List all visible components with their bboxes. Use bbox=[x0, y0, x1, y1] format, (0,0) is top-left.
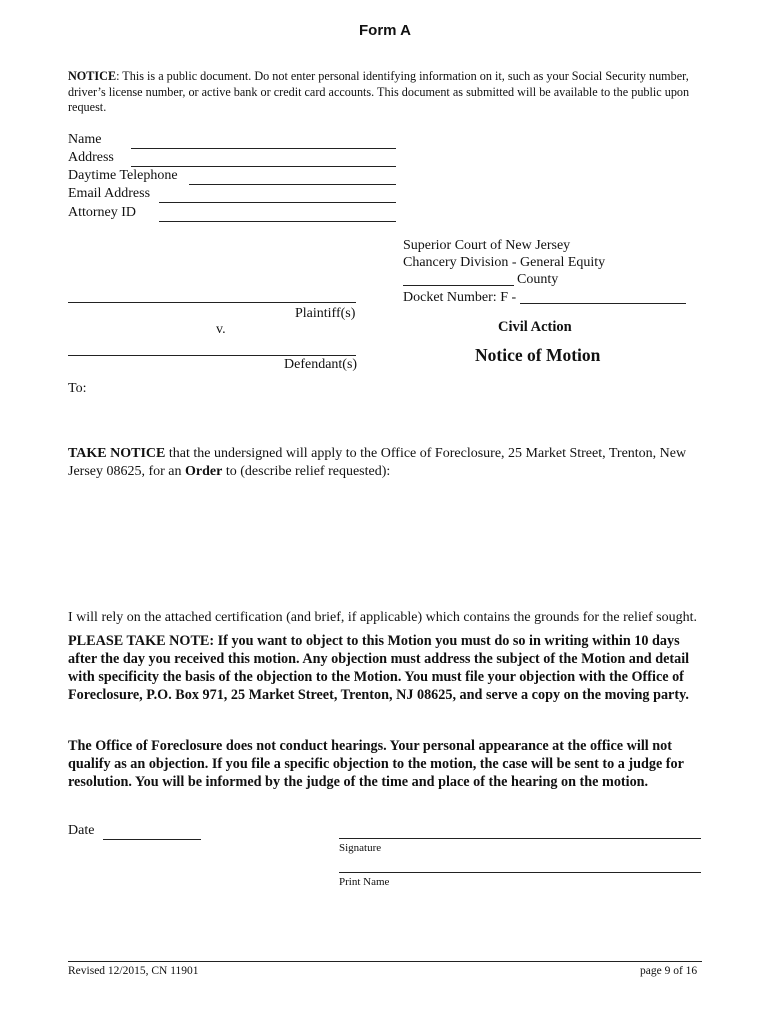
docket-number-field[interactable] bbox=[520, 303, 686, 304]
form-title: Form A bbox=[359, 22, 411, 39]
signature-label: Signature bbox=[339, 842, 382, 854]
order-word: Order bbox=[185, 464, 223, 479]
date-label: Date bbox=[68, 823, 95, 838]
court-division: Chancery Division - General Equity bbox=[403, 255, 606, 270]
rely-statement: I will rely on the attached certification (and brief, if applicable) which contains the grounds for the relief sought. bbox=[68, 610, 697, 625]
plaintiff-field[interactable] bbox=[68, 302, 356, 303]
to-label: To: bbox=[68, 381, 87, 396]
page-number: page 9 of 16 bbox=[640, 965, 698, 977]
versus-label: v. bbox=[216, 322, 226, 337]
name-field[interactable] bbox=[131, 148, 396, 149]
take-notice-paragraph bbox=[68, 445, 708, 481]
email-address-field[interactable] bbox=[159, 202, 396, 203]
print-name-label: Print Name bbox=[339, 876, 390, 888]
daytime-telephone-field[interactable] bbox=[189, 184, 396, 185]
attorney-id-label: Attorney ID bbox=[68, 205, 137, 220]
civil-action-heading: Civil Action bbox=[498, 319, 572, 335]
attorney-id-field[interactable] bbox=[159, 221, 396, 222]
document-title: Notice of Motion bbox=[475, 345, 601, 365]
no-hearings-paragraph: The Office of Foreclosure does not conduct hearings. Your personal appearance at the office will not qualify as an objection. If you file a specific objection to the motion, the case will be sent to a judge for resolution. You will be informed by the judge of the time and place of the hearing on the motion. bbox=[68, 738, 684, 790]
public-notice bbox=[68, 69, 708, 116]
footer-divider bbox=[68, 961, 702, 962]
notice-text: : This is a public document. Do not enter personal identifying information on it, such as your Social Security number, driver’s license number, or active bank or credit card accounts. This document as submitted will be available to the public upon request. bbox=[68, 69, 690, 114]
take-notice-lead: TAKE NOTICE bbox=[68, 446, 166, 461]
take-notice-text-end: to (describe relief requested): bbox=[222, 464, 391, 479]
signature-field[interactable] bbox=[339, 838, 701, 839]
address-field[interactable] bbox=[131, 166, 396, 167]
defendant-label: Defendant(s) bbox=[284, 357, 358, 372]
email-address-label: Email Address bbox=[68, 186, 151, 201]
date-field[interactable] bbox=[103, 839, 201, 840]
county-field[interactable] bbox=[403, 285, 514, 286]
print-name-field[interactable] bbox=[339, 872, 701, 873]
defendant-field[interactable] bbox=[68, 355, 356, 356]
name-label: Name bbox=[68, 132, 102, 147]
please-take-note-paragraph: PLEASE TAKE NOTE: If you want to object to this Motion you must do so in writing within 10 days after the day you received this motion. Any objection must address the subject of the Motion and detail with specificity the basis of the objection to the Motion. You must file your objection with the Office of Foreclosure, P.O. Box 971, 25 Market Street, Trenton, NJ 08625, and serve a copy on the moving party. bbox=[68, 633, 690, 703]
county-label: County bbox=[517, 272, 559, 287]
plaintiff-label: Plaintiff(s) bbox=[295, 306, 356, 321]
daytime-telephone-label: Daytime Telephone bbox=[68, 168, 178, 183]
docket-number-label: Docket Number: F - bbox=[403, 290, 517, 305]
court-name: Superior Court of New Jersey bbox=[403, 238, 571, 253]
address-label: Address bbox=[68, 150, 114, 165]
revision-info: Revised 12/2015, CN 11901 bbox=[68, 965, 199, 977]
take-notice-text: that the undersigned will apply to the Office of Foreclosure, 25 Market Street, Trenton, New Jersey 08625, for an bbox=[68, 446, 687, 479]
notice-label: NOTICE bbox=[68, 69, 117, 83]
